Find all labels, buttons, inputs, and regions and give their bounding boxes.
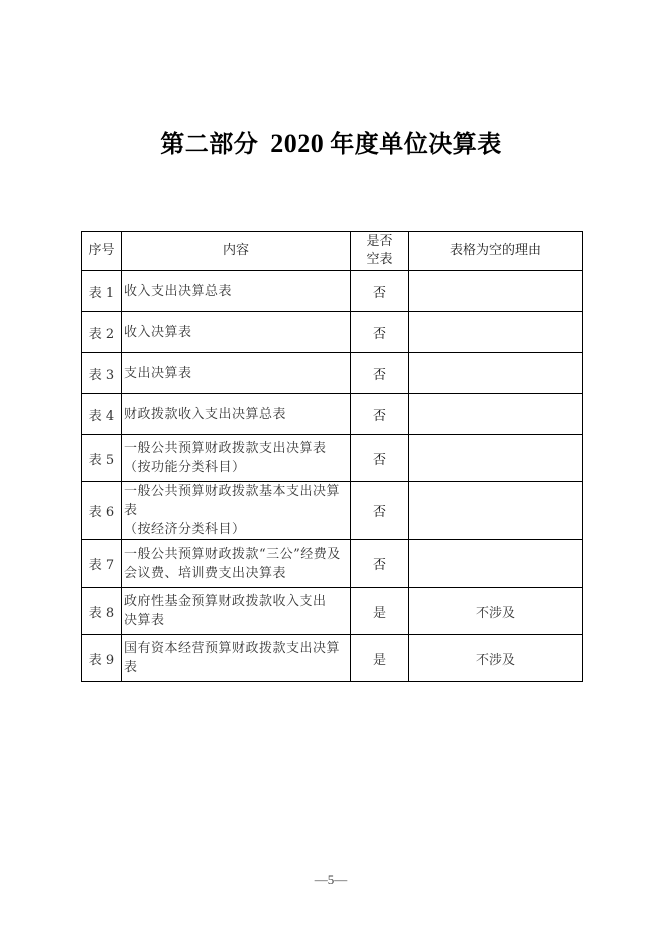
row-content — [122, 312, 351, 353]
row-content — [122, 435, 351, 482]
row-seq: 表 6 — [82, 482, 122, 540]
row-content-line2: 决算表 — [124, 613, 165, 628]
table-row — [82, 540, 583, 588]
table-row — [82, 588, 583, 635]
row-reason: 不涉及 — [409, 635, 583, 682]
row-content-line1: 收入决算表 — [124, 324, 192, 340]
row-content-line1: 一般公共预算财政拨款基本支出决算表 — [124, 484, 341, 518]
row-seq: 表 7 — [82, 540, 122, 588]
row-seq: 表 2 — [82, 312, 122, 353]
row-content — [122, 271, 351, 312]
header-is-empty-line1: 是否 — [366, 234, 393, 249]
row-content — [122, 482, 351, 540]
row-content-line2: 会议费、培训费支出决算表 — [124, 565, 287, 581]
row-is-empty: 否 — [351, 353, 409, 394]
row-is-empty: 是 — [351, 635, 409, 682]
row-is-empty: 是 — [351, 588, 409, 635]
header-is-empty-line2: 空表 — [366, 252, 393, 267]
row-seq: 表 1 — [82, 271, 122, 312]
row-reason: 不涉及 — [409, 588, 583, 635]
report-list-table — [81, 231, 583, 682]
table-header-row — [82, 232, 583, 271]
title-year: 2020 — [270, 129, 325, 158]
row-content — [122, 588, 351, 635]
row-content-line2: （按经济分类科目） — [124, 522, 246, 537]
row-content-line1: 财政拨款收入支出决算总表 — [124, 406, 287, 422]
table-row — [82, 435, 583, 482]
row-reason — [409, 435, 583, 482]
row-content-line1: 支出决算表 — [124, 365, 192, 381]
row-content — [122, 540, 351, 588]
row-is-empty: 否 — [351, 482, 409, 540]
table-row — [82, 394, 583, 435]
title-suffix: 年度单位决算表 — [330, 129, 502, 158]
row-content-line1: 收入支出决算总表 — [124, 283, 233, 299]
row-seq: 表 3 — [82, 353, 122, 394]
row-is-empty: 否 — [351, 394, 409, 435]
row-seq: 表 5 — [82, 435, 122, 482]
row-seq: 表 4 — [82, 394, 122, 435]
table-row — [82, 312, 583, 353]
row-content-line1: 一般公共预算财政拨款“三公”经费及 — [124, 546, 341, 562]
row-seq: 表 8 — [82, 588, 122, 635]
row-reason — [409, 271, 583, 312]
title-prefix: 第二部分 — [160, 129, 259, 158]
row-content-line2: （按功能分类科目） — [124, 460, 246, 475]
page-title — [0, 124, 662, 159]
table-row — [82, 353, 583, 394]
row-reason — [409, 540, 583, 588]
row-is-empty: 否 — [351, 435, 409, 482]
row-is-empty: 否 — [351, 312, 409, 353]
row-content — [122, 353, 351, 394]
row-content-line1: 国有资本经营预算财政拨款支出决算表 — [124, 641, 341, 675]
row-is-empty: 否 — [351, 540, 409, 588]
row-seq: 表 9 — [82, 635, 122, 682]
row-reason — [409, 394, 583, 435]
row-content — [122, 635, 351, 682]
header-reason: 表格为空的理由 — [409, 232, 583, 271]
row-reason — [409, 312, 583, 353]
header-is-empty — [351, 232, 409, 271]
table-row — [82, 271, 583, 312]
row-content-line1: 一般公共预算财政拨款支出决算表 — [124, 441, 327, 456]
row-content-line1: 政府性基金预算财政拨款收入支出 — [124, 594, 327, 609]
row-content — [122, 394, 351, 435]
header-content: 内容 — [122, 232, 351, 271]
header-seq: 序号 — [82, 232, 122, 271]
table-row — [82, 635, 583, 682]
row-is-empty: 否 — [351, 271, 409, 312]
table-row — [82, 482, 583, 540]
page-number: —5— — [314, 872, 348, 887]
row-reason — [409, 353, 583, 394]
row-reason — [409, 482, 583, 540]
